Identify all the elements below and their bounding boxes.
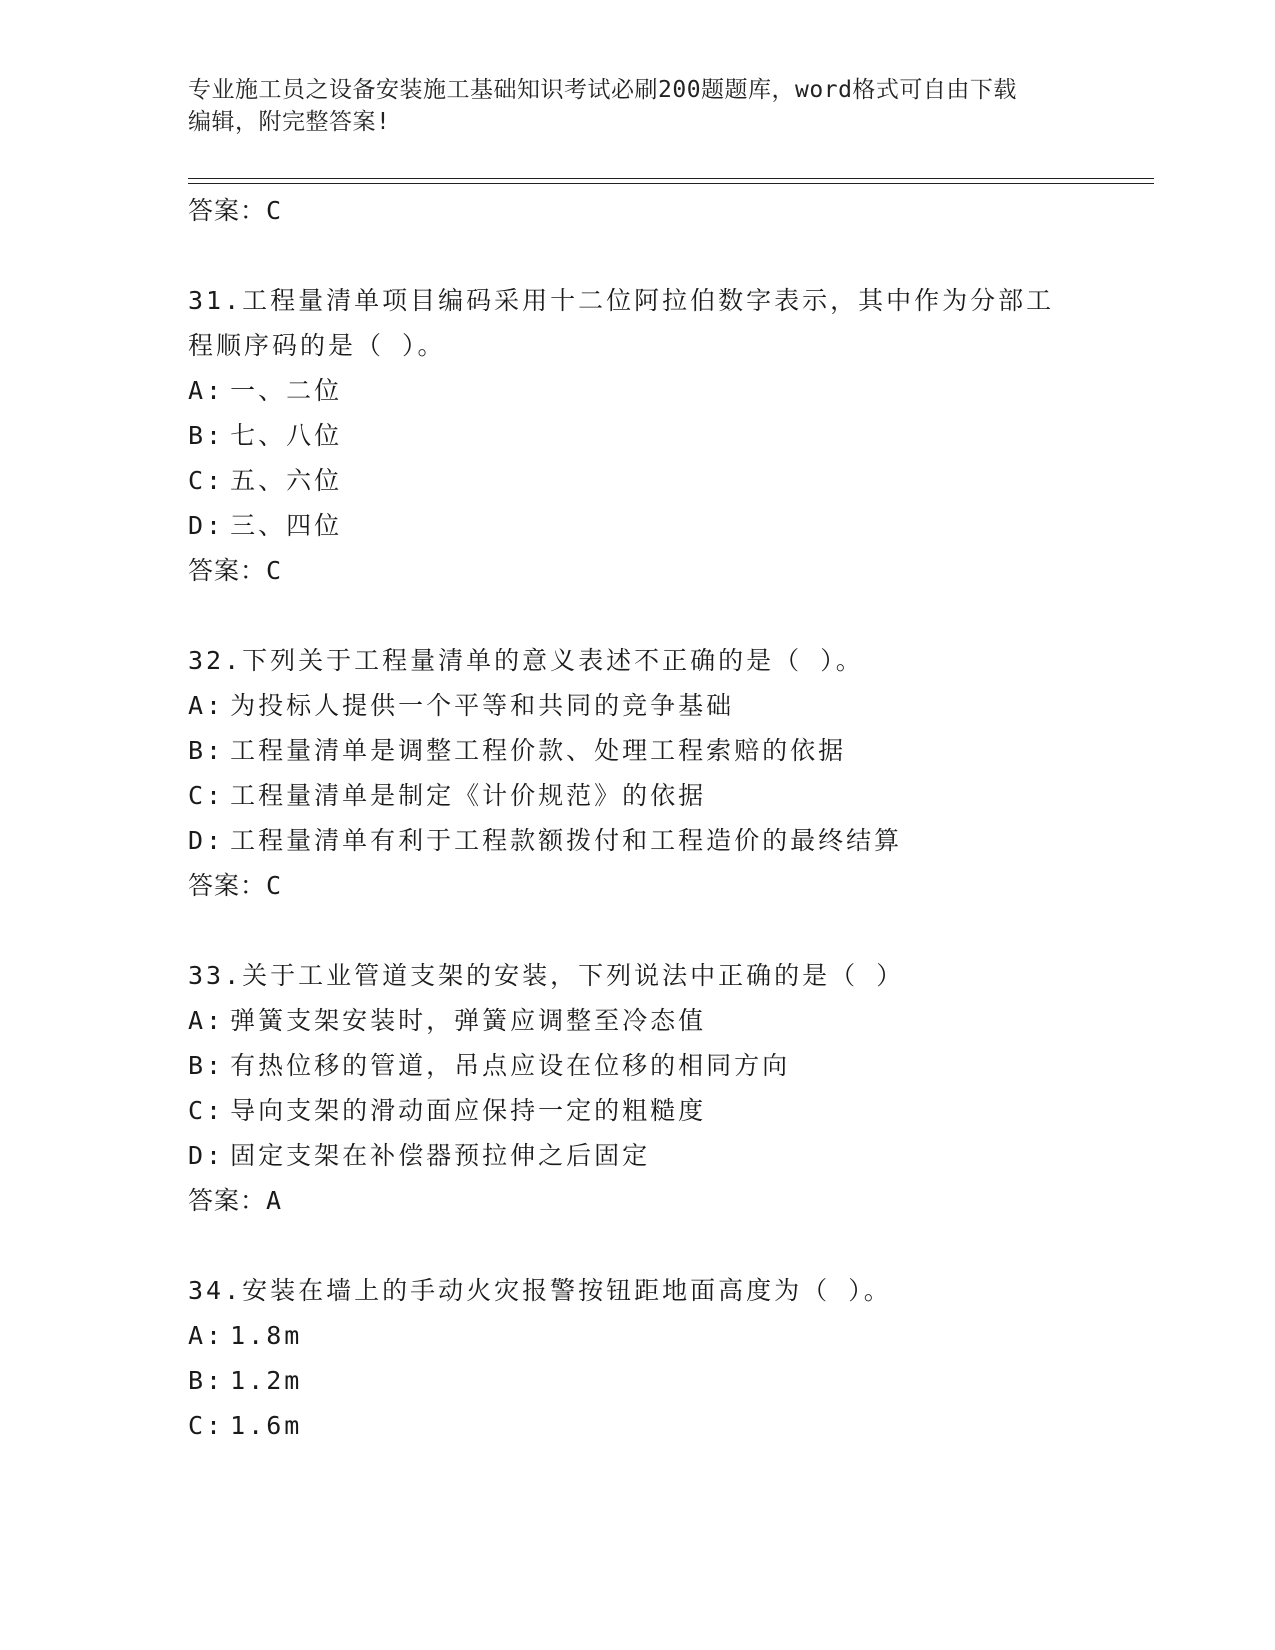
answer-value: C (266, 871, 283, 900)
option-text: 七、八位 (230, 421, 343, 450)
option-item (188, 368, 1154, 413)
question-text (188, 278, 1154, 368)
option-letter: B: (188, 421, 225, 450)
question-block (188, 953, 1154, 1224)
option-text: 为投标人提供一个平等和共同的竞争基础 (230, 691, 735, 720)
option-letter: A: (188, 1006, 225, 1035)
option-item (188, 998, 1154, 1043)
option-letter: B: (188, 1051, 225, 1080)
option-text: 工程量清单是调整工程价款、处理工程索赔的依据 (230, 736, 847, 765)
question-gap (188, 594, 1154, 638)
question-text-line: 34.安装在墙上的手动火灾报警按钮距地面高度为（ ）。 (188, 1276, 892, 1305)
option-item (188, 1043, 1154, 1088)
question-gap (188, 1224, 1154, 1268)
option-text: 1.2m (230, 1366, 303, 1395)
option-letter: B: (188, 1366, 225, 1395)
answer-label: 答案： (188, 556, 267, 585)
option-item (188, 1313, 1154, 1358)
question-block (188, 638, 1154, 909)
option-item (188, 458, 1154, 503)
option-letter: C: (188, 1096, 225, 1125)
option-letter: A: (188, 1321, 225, 1350)
option-text: 弹簧支架安装时，弹簧应调整至冷态值 (230, 1006, 707, 1035)
answer-line (188, 188, 1154, 234)
option-item (188, 683, 1154, 728)
option-letter: C: (188, 781, 225, 810)
question-text-line: 程顺序码的是（ ）。 (188, 331, 446, 360)
question-gap (188, 234, 1154, 278)
option-text: 一、二位 (230, 376, 343, 405)
question-text (188, 1268, 1154, 1313)
question-text-line: 31.工程量清单项目编码采用十二位阿拉伯数字表示，其中作为分部工 (188, 286, 1055, 315)
answer-label: 答案： (188, 871, 267, 900)
option-item (188, 728, 1154, 773)
option-text: 1.6m (230, 1411, 303, 1440)
question-text (188, 953, 1154, 998)
header-divider-top (188, 178, 1154, 179)
question-text-line: 33.关于工业管道支架的安装，下列说法中正确的是（ ） (188, 961, 905, 990)
question-list (188, 188, 1154, 1448)
option-letter: C: (188, 1411, 225, 1440)
answer-value: C (266, 196, 283, 225)
document-header (188, 74, 1088, 138)
option-letter: D: (188, 826, 225, 855)
question-gap (188, 909, 1154, 953)
option-letter: A: (188, 691, 225, 720)
option-letter: B: (188, 736, 225, 765)
answer-line (188, 863, 1154, 909)
answer-label: 答案： (188, 196, 267, 225)
answer-value: C (266, 556, 283, 585)
option-text: 1.8m (230, 1321, 303, 1350)
option-item (188, 503, 1154, 548)
option-item (188, 1133, 1154, 1178)
option-item (188, 818, 1154, 863)
option-letter: D: (188, 511, 225, 540)
option-text: 工程量清单有利于工程款额拨付和工程造价的最终结算 (230, 826, 903, 855)
option-item (188, 773, 1154, 818)
option-item (188, 1358, 1154, 1403)
header-line-2: 编辑，附完整答案! (188, 109, 391, 135)
question-block (188, 278, 1154, 594)
option-item (188, 413, 1154, 458)
answer-value: A (266, 1186, 283, 1215)
answer-label: 答案： (188, 1186, 267, 1215)
option-text: 有热位移的管道，吊点应设在位移的相同方向 (230, 1051, 791, 1080)
option-text: 五、六位 (230, 466, 343, 495)
answer-line (188, 1178, 1154, 1224)
option-letter: C: (188, 466, 225, 495)
header-divider-bottom (188, 183, 1154, 184)
header-line-1: 专业施工员之设备安装施工基础知识考试必刷200题题库，word格式可自由下载 (188, 77, 1017, 103)
question-text-line: 32.下列关于工程量清单的意义表述不正确的是（ ）。 (188, 646, 864, 675)
question-text (188, 638, 1154, 683)
option-text: 三、四位 (230, 511, 343, 540)
answer-line (188, 548, 1154, 594)
option-letter: D: (188, 1141, 225, 1170)
option-item (188, 1403, 1154, 1448)
option-text: 工程量清单是制定《计价规范》的依据 (230, 781, 707, 810)
question-block (188, 1268, 1154, 1448)
option-item (188, 1088, 1154, 1133)
option-letter: A: (188, 376, 225, 405)
option-text: 导向支架的滑动面应保持一定的粗糙度 (230, 1096, 707, 1125)
option-text: 固定支架在补偿器预拉伸之后固定 (230, 1141, 651, 1170)
